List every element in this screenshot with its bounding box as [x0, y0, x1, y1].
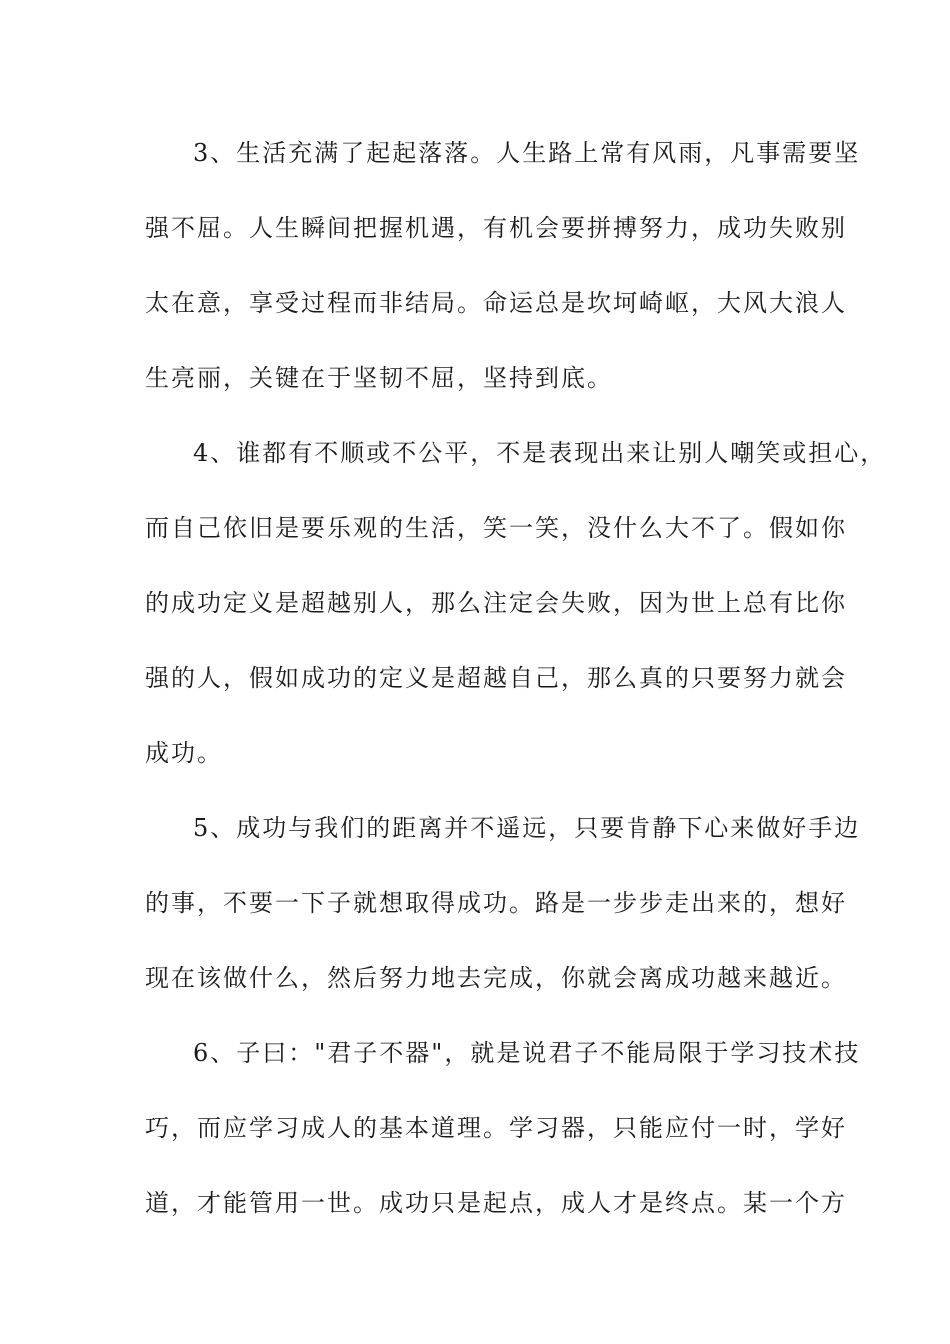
- text-line: 巧，而应学习成人的基本道理。学习器，只能应付一时，学好: [145, 1114, 847, 1142]
- text-line: 生亮丽，关键在于坚韧不屈，坚持到底。: [145, 364, 613, 392]
- text-line: 的成功定义是超越别人，那么注定会失败，因为世上总有比你: [145, 589, 847, 617]
- text-line: 道，才能管用一世。成功只是起点，成人才是终点。某一个方: [145, 1189, 847, 1217]
- text-line: 3、生活充满了起起落落。人生路上常有风雨，凡事需要坚: [193, 139, 861, 167]
- text-line: 而自己依旧是要乐观的生活，笑一笑，没什么大不了。假如你: [145, 514, 847, 542]
- text-line: 强的人，假如成功的定义是超越自己，那么真的只要努力就会: [145, 664, 847, 692]
- text-line: 4、谁都有不顺或不公平，不是表现出来让别人嘲笑或担心，: [193, 439, 887, 467]
- text-line: 成功。: [145, 739, 223, 767]
- paragraph-3: [145, 124, 861, 424]
- text-line: 太在意，享受过程而非结局。命运总是坎坷崎岖，大风大浪人: [145, 289, 847, 317]
- text-line: 的事，不要一下子就想取得成功。路是一步步走出来的，想好: [145, 889, 847, 917]
- paragraph-4: [145, 424, 887, 799]
- paragraph-6: [145, 1024, 861, 1249]
- text-line: 现在该做什么，然后努力地去完成，你就会离成功越来越近。: [145, 964, 847, 992]
- text-line: 5、成功与我们的距离并不遥远，只要肯静下心来做好手边: [193, 814, 861, 842]
- document-body: [145, 124, 887, 1249]
- text-line: 强不屈。人生瞬间把握机遇，有机会要拼搏努力，成功失败别: [145, 214, 847, 242]
- text-line: 6、子曰："君子不器"，就是说君子不能局限于学习技术技: [193, 1039, 861, 1067]
- paragraph-5: [145, 799, 861, 1024]
